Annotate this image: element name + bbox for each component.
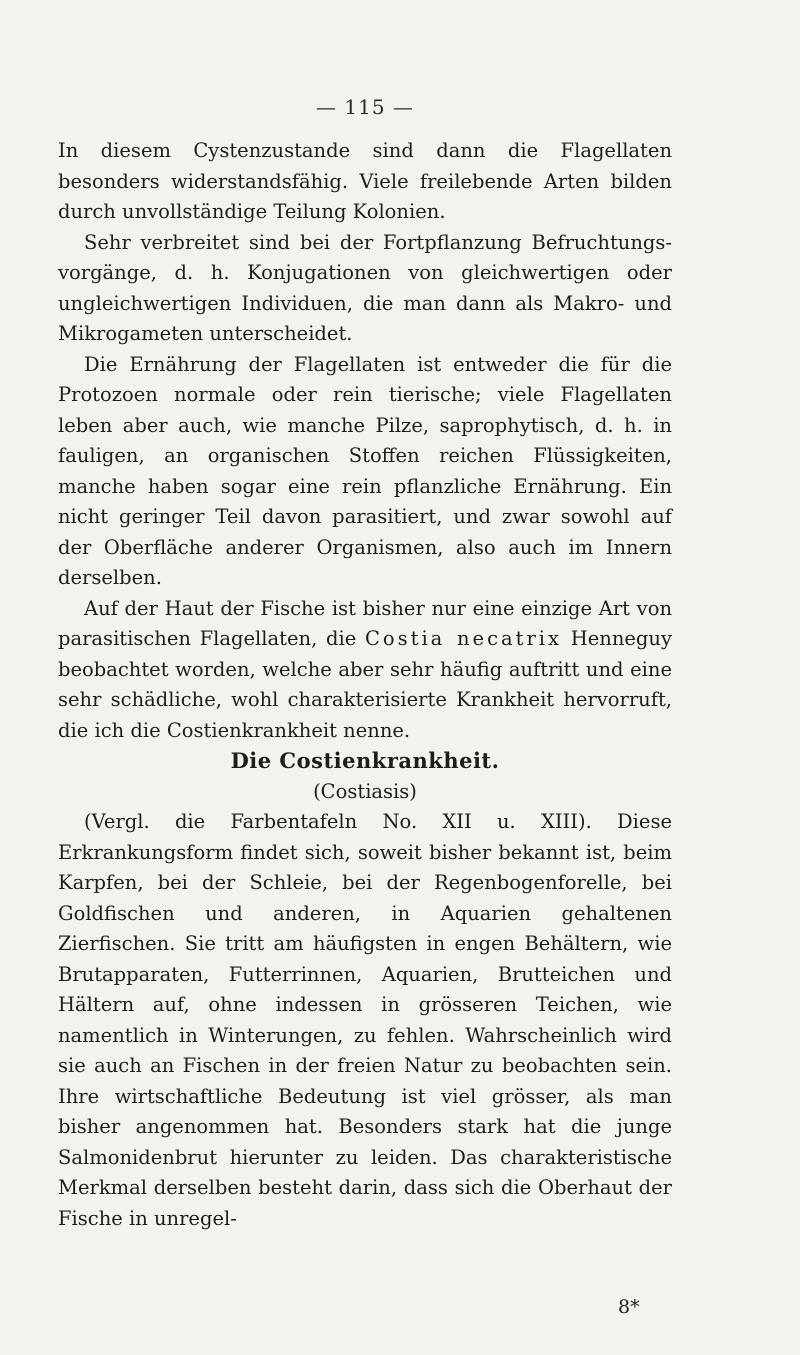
paragraph-1: In diesem Cystenzustande sind dann die Flagellaten besonders widerstandsfähig. Viele freilebende Arten bilden durch unvollständige Teilung Kolonien. <box>58 139 672 223</box>
paragraph-4-start: Auf der Haut der Fische ist bisher nur eine einzige Art von parasitischen Flagellaten, die <box>58 596 672 650</box>
body-text <box>58 136 672 1234</box>
section-subtitle: (Costiasis) <box>313 779 417 803</box>
paragraph-2: Sehr verbreitet sind bei der Fortpflanzung Befruchtungsvorgänge, d. h. Konjugationen von gleichwertigen oder ungleichwertigen Individuen, die man dann als Makro- und Mikrogameten unterscheidet. <box>58 230 672 345</box>
signature-mark: 8* <box>618 1296 640 1318</box>
paragraph-5: (Vergl. die Farbentafeln No. XII u. XIII). Diese Erkrankungsform findet sich, soweit bisher bekannt ist, beim Karpfen, bei der Schleie, bei der Regenbogenforelle, bei Goldfischen und anderen, in Aquarien gehaltenen Zierfischen. Sie tritt am häufigsten in engen Behältern, wie Brutapparaten, Futterrinnen, Aquarien, Brutteichen und Hältern auf, ohne indessen in grösseren Teichen, wie namentlich in Winterungen, zu fehlen. Wahrscheinlich wird sie auch an Fischen in der freien Natur zu beobachten sein. Ihre wirtschaftliche Bedeutung ist viel grösser, als man bisher angenommen hat. Besonders stark hat die junge Salmonidenbrut hierunter zu leiden. Das charakteristische Merkmal derselben besteht darin, dass sich die Oberhaut der Fische in unregel- <box>58 810 672 1230</box>
species-name: Costia necatrix <box>364 627 563 650</box>
paragraph-3: Die Ernährung der Flagellaten ist entweder die für die Protozoen normale oder rein tierische; viele Flagellaten leben aber auch, wie manche Pilze, saprophytisch, d. h. in fauligen, an organischen Stoffen reichen Flüssigkeiten, manche haben sogar eine rein pflanzliche Ernährung. Ein nicht geringer Teil davon parasitiert, und zwar sowohl auf der Oberfläche anderer Organismen, also auch im Innern derselben. <box>58 352 672 589</box>
paragraph-4-end: Henneguy beobachtet worden, welche aber sehr häufig auftritt und eine sehr schädliche, wohl charakterisierte Krankheit hervorruft, die ich die Costienkrankheit nenne. <box>58 627 672 742</box>
page-number: — 115 — <box>316 95 414 119</box>
paragraph-4 <box>58 594 672 747</box>
section-title: Die Costienkrankheit. <box>230 748 500 773</box>
